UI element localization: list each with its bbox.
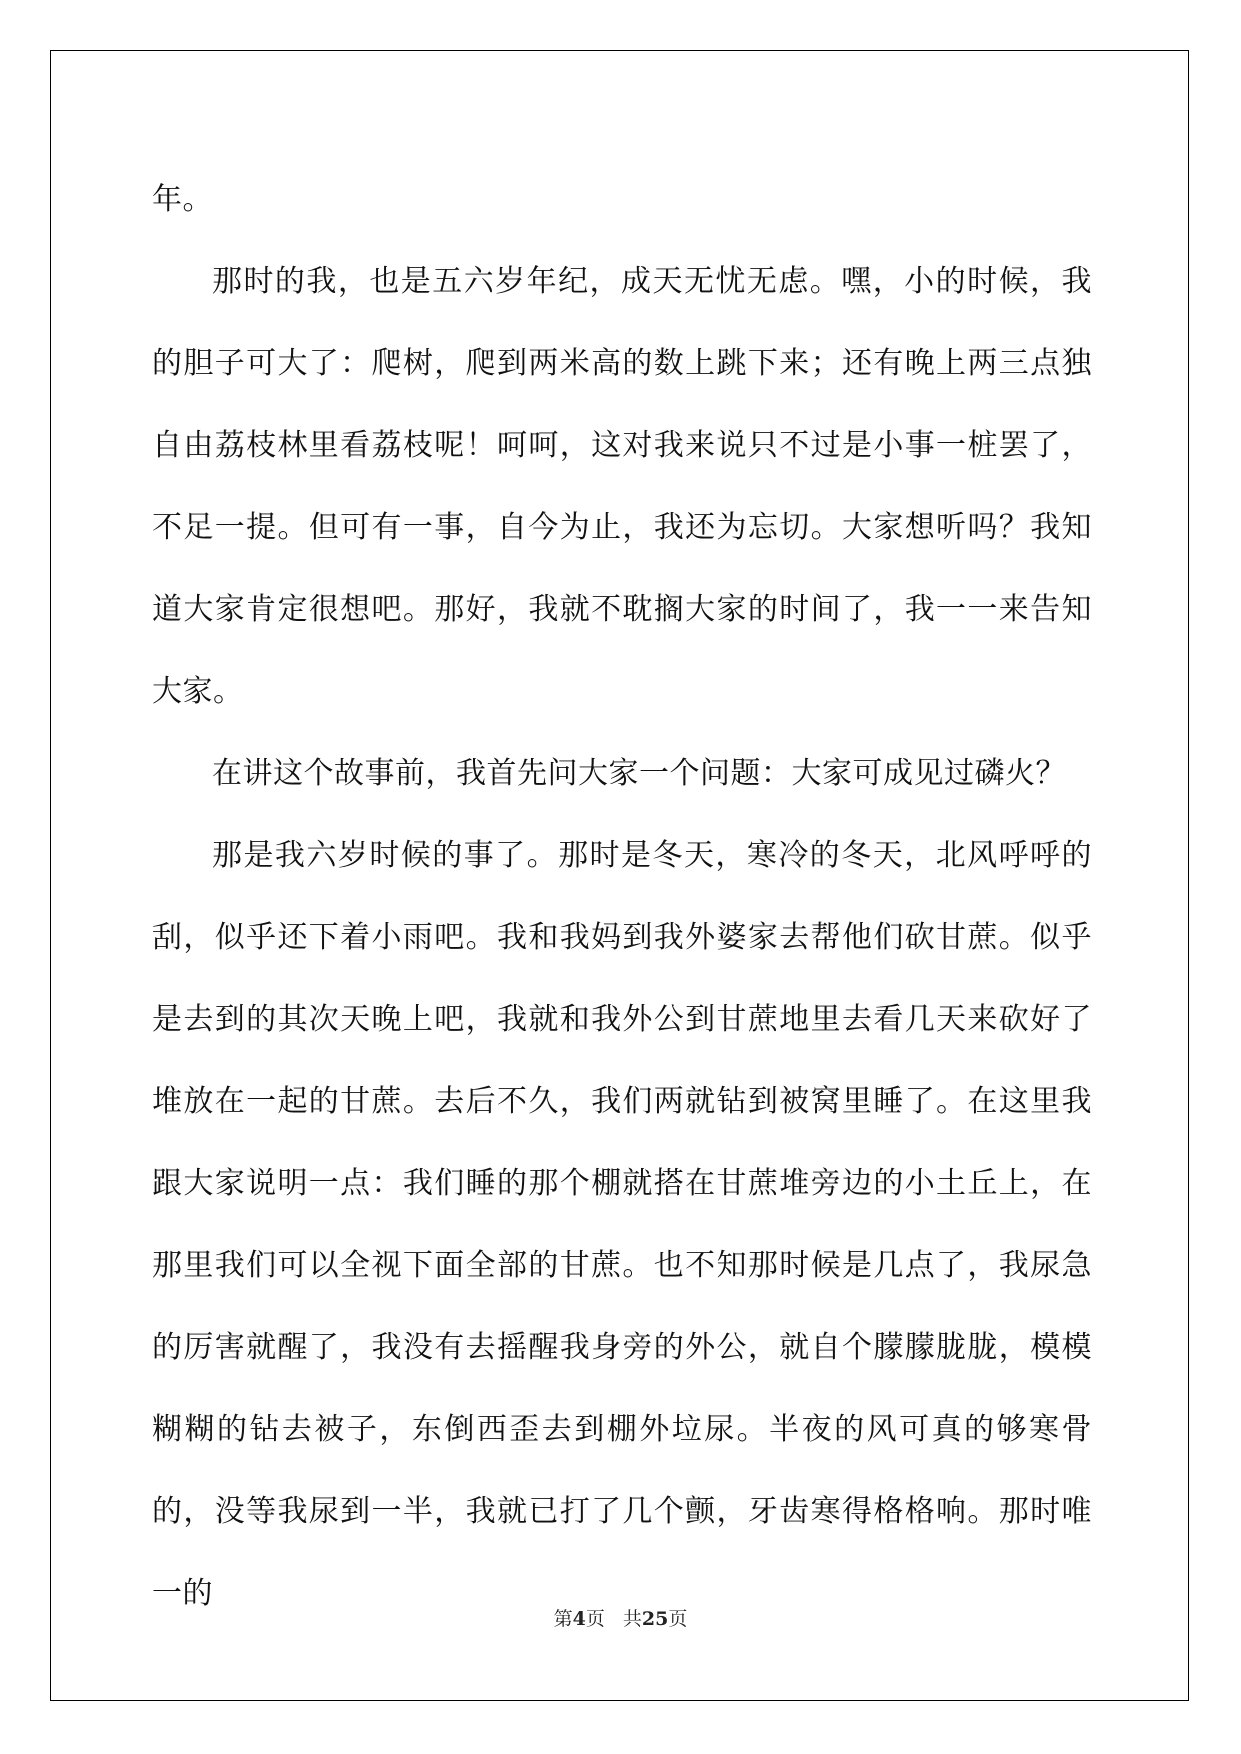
- footer-total-suffix: 页: [668, 1608, 688, 1630]
- paragraph-1: 年。: [152, 182, 213, 217]
- footer-prefix: 第: [553, 1608, 573, 1630]
- footer-total-pages: 25: [641, 1608, 669, 1630]
- footer-page-number: 4: [572, 1608, 586, 1630]
- footer-total-prefix: 共: [622, 1608, 642, 1630]
- paragraph-2: 那时的我，也是五六岁年纪，成天无忧无虑。嘿，小的时候，我的胆子可大了：爬树，爬到两米高的数上跳下来；还有晚上两三点独自由荔枝林里看荔枝呢！呵呵，这对我来说只不过是小事一桩罢了，不足一提。但可有一事，自今为止，我还为忘切。大家想听吗？我知道大家肯定很想吧。那好，我就不耽搁大家的时间了，我一一来告知大家。: [152, 264, 1092, 709]
- document-body: [152, 159, 1092, 1635]
- footer-page-suffix: 页: [585, 1608, 605, 1630]
- paragraph-4: 那是我六岁时候的事了。那时是冬天，寒冷的冬天，北风呼呼的刮，似乎还下着小雨吧。我和我妈到我外婆家去帮他们砍甘蔗。似乎是去到的其次天晚上吧，我就和我外公到甘蔗地里去看几天来砍好了堆放在一起的甘蔗。去后不久，我们两就钻到被窝里睡了。在这里我跟大家说明一点：我们睡的那个棚就搭在甘蔗堆旁边的小土丘上，在那里我们可以全视下面全部的甘蔗。也不知那时候是几点了，我尿急的厉害就醒了，我没有去摇醒我身旁的外公，就自个朦朦胧胧，模模糊糊的钻去被子，东倒西歪去到棚外垃尿。半夜的风可真的够寒骨的，没等我尿到一半，我就已打了几个颤，牙齿寒得格格响。那时唯一的: [152, 838, 1092, 1611]
- paragraph-3: 在讲这个故事前，我首先问大家一个问题：大家可成见过磷火？: [212, 756, 1066, 791]
- page-footer: [0, 1604, 1241, 1631]
